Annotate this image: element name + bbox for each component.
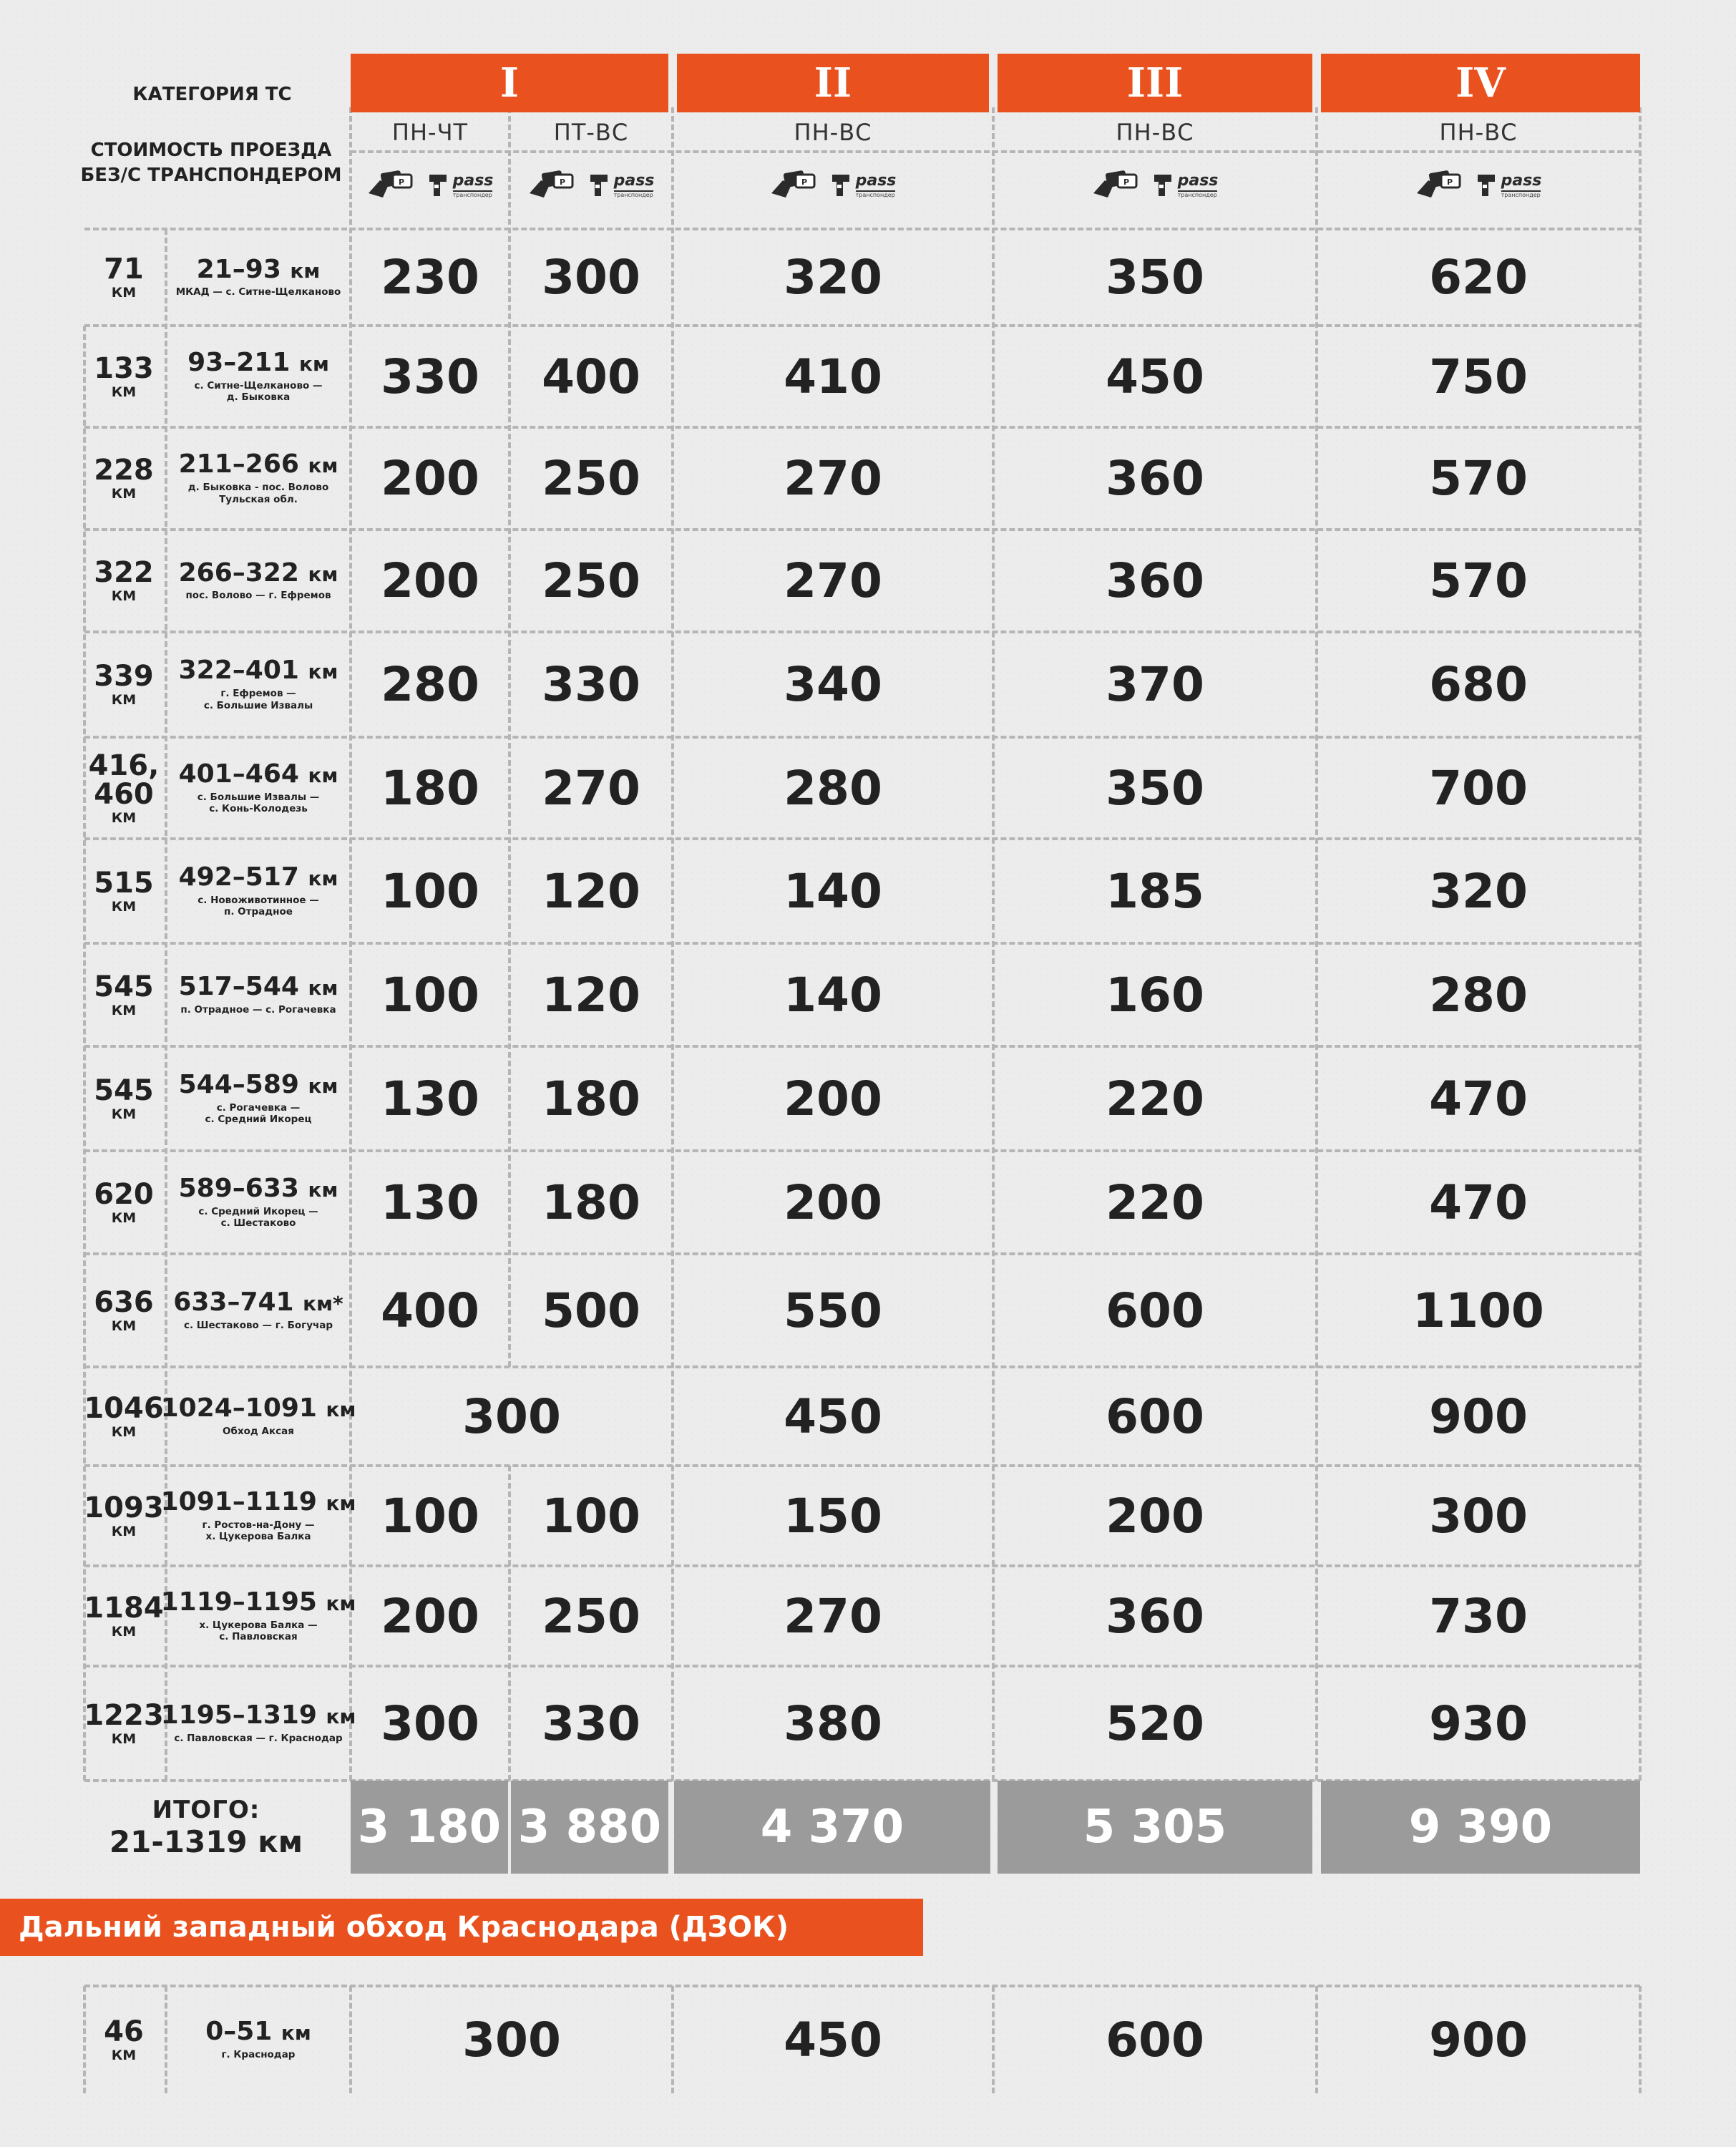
svg-text:P: P <box>398 177 404 187</box>
section-route <box>188 482 328 506</box>
pass-text: pass <box>452 171 494 190</box>
segment-length <box>79 737 169 839</box>
section-km-value: 492–517 <box>178 862 299 892</box>
section-km-range <box>160 1486 356 1516</box>
section-route <box>176 286 341 298</box>
price-cell: 370 <box>1106 657 1204 712</box>
price-cell: 130 <box>381 1071 479 1126</box>
day-range-label: ПН-ЧТ <box>391 119 469 146</box>
price-cell: 520 <box>1106 1695 1204 1751</box>
price-cell: 380 <box>784 1695 882 1751</box>
road-section <box>166 737 351 839</box>
section-km-value: 1091–1119 <box>160 1486 317 1516</box>
price-cell: 600 <box>1106 2012 1204 2068</box>
segment-length <box>79 1367 169 1466</box>
section-km-unit: км <box>290 258 321 283</box>
price-label-line2: БЕЗ/С ТРАНСПОНДЕРОМ <box>80 165 342 186</box>
segment-length-unit: КМ <box>111 285 137 301</box>
category-header-3: III <box>998 54 1312 112</box>
total-value: 9 390 <box>1321 1781 1640 1874</box>
route-line: Тульская обл. <box>219 493 298 505</box>
route-line: с. Шестаково <box>220 1217 296 1230</box>
segment-length-value-2: 460 <box>94 777 154 811</box>
road-section <box>166 326 351 427</box>
segment-length-unit: КМ <box>111 1002 137 1018</box>
total-value: 3 180 <box>351 1781 508 1874</box>
section-route <box>174 1733 342 1745</box>
section-km-unit: км <box>308 1074 338 1098</box>
segment-length <box>79 1466 169 1566</box>
price-cell: 470 <box>1429 1174 1528 1230</box>
pass-subtext: транспондер <box>452 191 492 198</box>
pass-subtext: транспондер <box>613 191 653 198</box>
section-km-unit: км <box>308 1177 338 1202</box>
road-section <box>160 1367 356 1466</box>
segment-length-unit: КМ <box>111 2047 137 2063</box>
route-line: с. Рогачевка — <box>216 1101 301 1114</box>
transponder-pass-icon <box>351 159 509 212</box>
price-cell: 330 <box>542 1695 640 1751</box>
total-value: 3 880 <box>511 1781 668 1874</box>
price-cell: 250 <box>542 553 640 608</box>
route-line: с. Павловская — г. Краснодар <box>174 1732 343 1744</box>
pass-text: pass <box>1177 171 1219 190</box>
day-range-label: ПН-ВС <box>1439 119 1518 146</box>
section-km-range <box>179 560 338 587</box>
segment-length <box>79 1151 169 1254</box>
segment-length-value: 228 <box>94 454 154 487</box>
price-cell: 400 <box>542 349 640 404</box>
route-line: п. Отрадное — с. Рогачевка <box>180 1003 336 1016</box>
section-km-value: 401–464 <box>178 759 299 789</box>
section-km-value: 1195–1319 <box>160 1700 317 1730</box>
pass-subtext: транспондер <box>1177 191 1217 198</box>
section-route <box>205 1102 312 1126</box>
segment-length-unit: КМ <box>111 1523 137 1539</box>
price-cell: 360 <box>1106 451 1204 506</box>
price-cell: 450 <box>1106 349 1204 404</box>
section-km-value: 633–741 <box>173 1287 294 1318</box>
road-section <box>166 1254 351 1367</box>
road-section <box>160 1466 356 1566</box>
svg-text:P: P <box>801 177 807 187</box>
segment-length <box>79 943 169 1046</box>
day-range-label: ПТ-ВС <box>553 119 629 146</box>
price-cell: 620 <box>1429 250 1528 305</box>
section-km-range <box>179 657 338 684</box>
price-cell: 280 <box>381 657 479 712</box>
price-cell: 220 <box>1106 1071 1204 1126</box>
price-cell: 600 <box>1106 1282 1204 1338</box>
section-km-unit: км <box>298 351 329 376</box>
segment-length-value: 545 <box>94 1074 154 1107</box>
category-header-2: II <box>677 54 989 112</box>
road-section <box>160 1666 356 1781</box>
segment-length-unit: КМ <box>111 588 137 604</box>
price-cell: 185 <box>1106 863 1204 919</box>
price-cell: 180 <box>381 760 479 816</box>
section-km-unit: км <box>326 1398 356 1422</box>
route-line: пос. Волово — г. Ефремов <box>185 590 331 602</box>
section-route <box>184 1320 333 1332</box>
price-cell: 360 <box>1106 1588 1204 1644</box>
segment-length <box>79 1986 169 2093</box>
section-km-unit: км <box>308 454 338 478</box>
transponder-pass-icon <box>993 159 1317 212</box>
road-section <box>160 1566 356 1666</box>
route-line: с. Новоживотинное — <box>198 894 319 906</box>
pass-wordmark <box>1178 173 1219 198</box>
segment-length-value: 339 <box>94 660 154 693</box>
price-cell: 360 <box>1106 553 1204 608</box>
road-section <box>166 839 351 943</box>
segment-length <box>79 229 169 326</box>
section-km-range <box>161 1395 356 1422</box>
transponder-pass-icon <box>1317 159 1640 212</box>
price-cell: 340 <box>784 657 882 712</box>
pass-subtext: транспондер <box>1501 191 1541 198</box>
route-line: п. Отрадное <box>224 906 293 918</box>
route-line: МКАД — с. Ситне-Щелканово <box>175 286 341 298</box>
price-cell: 900 <box>1429 2012 1528 2068</box>
route-line: Обход Аксая <box>223 1425 294 1437</box>
route-line: с. Шестаково — г. Богучар <box>183 1319 333 1331</box>
price-cell: 500 <box>542 1282 640 1338</box>
section-km-value: 589–633 <box>178 1173 299 1203</box>
section-km-value: 1024–1091 <box>160 1393 317 1423</box>
pass-wordmark <box>614 173 655 198</box>
segment-length-value: 46 <box>104 2015 144 2048</box>
segment-length-value: 545 <box>94 970 154 1003</box>
section-km-range <box>179 1175 338 1202</box>
section-km-range <box>173 1289 343 1316</box>
route-line: с. Средний Икорец <box>205 1114 312 1126</box>
section-route: г. Краснодар <box>221 2048 296 2060</box>
segment-length-unit: КМ <box>111 1106 137 1122</box>
price-cell: 120 <box>542 863 640 919</box>
total-value: 5 305 <box>998 1781 1312 1874</box>
section-route <box>185 590 331 602</box>
road-section <box>166 229 351 326</box>
segment-length <box>79 326 169 427</box>
section-km-range <box>179 451 338 478</box>
section-route <box>203 1519 315 1544</box>
pass-wordmark <box>856 173 897 198</box>
road-section <box>166 943 351 1046</box>
price-label <box>72 135 351 192</box>
price-cell: 180 <box>542 1071 640 1126</box>
total-label <box>84 1781 328 1874</box>
segment-length-value: 515 <box>94 866 154 900</box>
svg-text:P: P <box>1123 177 1129 187</box>
route-line: г. Ростов-на-Дону — <box>202 1519 315 1531</box>
segment-length-unit: КМ <box>111 384 137 400</box>
price-cell: 230 <box>381 250 479 305</box>
price-cell: 320 <box>1429 863 1528 919</box>
road-section <box>166 1046 351 1151</box>
price-cell: 120 <box>542 967 640 1023</box>
segment-length-value: 416, <box>88 749 160 782</box>
route-line: д. Быковка <box>226 391 291 404</box>
price-cell: 270 <box>542 760 640 816</box>
segment-length-unit: КМ <box>111 1623 137 1640</box>
section-km-range <box>179 761 338 788</box>
price-cell: 570 <box>1429 451 1528 506</box>
day-range-label: ПН-ВС <box>1116 119 1194 146</box>
price-cell: 250 <box>542 1588 640 1644</box>
price-cell: 270 <box>784 451 882 506</box>
section-route <box>180 1004 336 1016</box>
price-cell: 160 <box>1106 967 1204 1023</box>
pass-wordmark <box>453 173 494 198</box>
section-km-value: 21–93 <box>196 254 281 284</box>
road-section <box>166 530 351 632</box>
segment-length-value: 1093 <box>84 1491 164 1524</box>
segment-length-unit: КМ <box>111 486 137 502</box>
pass-subtext: транспондер <box>855 191 895 198</box>
section-km-unit: км <box>326 1705 356 1729</box>
section-km-value: 544–589 <box>178 1069 299 1099</box>
section-km-unit: км <box>308 763 338 787</box>
category-header-4: IV <box>1321 54 1640 112</box>
segment-length <box>79 839 169 943</box>
price-cell: 350 <box>1106 250 1204 305</box>
price-cell: 180 <box>542 1174 640 1230</box>
section-km-unit: км <box>308 866 338 890</box>
price-cell: 200 <box>784 1174 882 1230</box>
total-label-line2: 21-1319 км <box>109 1824 303 1859</box>
section-km-unit: км <box>308 660 338 684</box>
price-cell: 330 <box>542 657 640 712</box>
section-km-unit: км <box>308 976 338 1001</box>
price-cell: 930 <box>1429 1695 1528 1751</box>
price-cell: 730 <box>1429 1588 1528 1644</box>
segment-length-unit: КМ <box>111 809 137 826</box>
section-km-value: 1119–1195 <box>160 1587 317 1617</box>
road-section <box>166 1151 351 1254</box>
segment-length <box>79 530 169 632</box>
section-km-value: 266–322 <box>178 558 299 588</box>
pass-wordmark <box>1501 173 1542 198</box>
total-label-line1: ИТОГО: <box>152 1795 260 1824</box>
price-cell: 270 <box>784 553 882 608</box>
section-km-value: 93–211 <box>187 347 291 377</box>
price-cell: 140 <box>784 863 882 919</box>
transponder-pass-icon <box>673 159 993 212</box>
price-cell: 100 <box>542 1488 640 1544</box>
road-section <box>166 1986 351 2093</box>
section-route <box>198 792 320 816</box>
price-cell: 680 <box>1429 657 1528 712</box>
route-line: с. Павловская <box>219 1631 298 1643</box>
segment-length-unit: КМ <box>111 1423 137 1440</box>
segment-length-value: 133 <box>94 351 154 385</box>
section-route <box>223 1426 294 1438</box>
transponder-pass-icon <box>509 159 673 212</box>
dzok-title-banner: Дальний западный обход Краснодара (ДЗОК) <box>0 1899 923 1956</box>
price-cell: 300 <box>381 1695 479 1751</box>
svg-text:P: P <box>559 177 565 187</box>
price-cell: 1100 <box>1413 1282 1544 1338</box>
segment-length-value: 636 <box>94 1285 154 1319</box>
price-cell: 350 <box>1106 760 1204 816</box>
day-range-label: ПН-ВС <box>794 119 872 146</box>
pass-text: pass <box>855 171 897 190</box>
route-line: с. Большие Извалы — <box>197 791 320 803</box>
route-line: д. Быковка - пос. Волово <box>187 482 329 494</box>
segment-length <box>79 1566 169 1666</box>
price-cell: 130 <box>381 1174 479 1230</box>
segment-length-value: 71 <box>104 253 144 286</box>
price-label-line1: СТОИМОСТЬ ПРОЕЗДА <box>90 139 332 161</box>
section-km-range <box>205 2018 311 2045</box>
segment-length-value: 322 <box>94 556 154 589</box>
price-cell: 410 <box>784 349 882 404</box>
total-value: 4 370 <box>674 1781 990 1874</box>
section-route <box>198 1206 318 1230</box>
segment-length-unit: КМ <box>111 692 137 708</box>
section-km-unit: км <box>326 1491 356 1515</box>
section-km-value: 0–51 <box>205 2017 273 2047</box>
segment-length <box>79 1254 169 1367</box>
price-cell: 900 <box>1429 1388 1528 1444</box>
section-km-value: 211–266 <box>178 449 299 479</box>
section-route <box>198 895 319 919</box>
price-cell: 200 <box>381 451 479 506</box>
route-line: х. Цукерова Балка <box>205 1531 311 1543</box>
price-cell: 200 <box>381 553 479 608</box>
segment-length-value: 1223 <box>84 1698 164 1732</box>
price-cell: 280 <box>784 760 882 816</box>
price-cell: 100 <box>381 863 479 919</box>
price-cell: 300 <box>1429 1488 1528 1544</box>
pass-text: pass <box>613 171 655 190</box>
segment-length-value: 620 <box>94 1177 154 1211</box>
segment-length-unit: КМ <box>111 1730 137 1747</box>
section-km-range <box>197 256 321 283</box>
section-km-range <box>161 1589 356 1616</box>
section-km-range <box>179 973 338 1001</box>
price-cell: 700 <box>1429 760 1528 816</box>
road-section <box>166 632 351 737</box>
section-km-range <box>179 864 338 891</box>
price-cell-merged: 300 <box>462 1388 561 1444</box>
category-header-1: I <box>351 54 668 112</box>
section-km-unit: км <box>281 2021 311 2045</box>
route-line: г. Ефремов — <box>220 688 296 700</box>
category-label: КАТЕГОРИЯ ТС <box>132 84 292 106</box>
section-route <box>204 688 313 712</box>
road-section <box>166 427 351 530</box>
price-cell: 200 <box>784 1071 882 1126</box>
svg-text:P: P <box>1446 177 1453 187</box>
price-cell: 200 <box>1106 1488 1204 1544</box>
route-line: с. Средний Икорец — <box>198 1205 318 1217</box>
segment-length-value: 1046 <box>84 1391 164 1425</box>
price-cell: 320 <box>784 250 882 305</box>
route-line: с. Конь-Колодезь <box>209 803 308 815</box>
section-km-range <box>179 1071 338 1099</box>
section-route <box>199 1620 317 1644</box>
price-cell: 150 <box>784 1488 882 1544</box>
segment-length <box>79 427 169 530</box>
price-cell: 550 <box>784 1282 882 1338</box>
segment-length <box>79 1046 169 1151</box>
route-line: с. Большие Извалы <box>203 699 313 711</box>
price-cell: 470 <box>1429 1071 1528 1126</box>
price-cell: 450 <box>784 2012 882 2068</box>
price-cell: 400 <box>381 1282 479 1338</box>
section-km-value: 322–401 <box>178 656 299 686</box>
pass-text: pass <box>1501 171 1542 190</box>
segment-length-unit: КМ <box>111 898 137 915</box>
section-km-range <box>187 349 329 376</box>
segment-length-unit: КМ <box>111 1318 137 1334</box>
price-cell: 280 <box>1429 967 1528 1023</box>
price-cell: 570 <box>1429 553 1528 608</box>
price-cell: 270 <box>784 1588 882 1644</box>
section-route <box>195 380 323 404</box>
price-cell: 450 <box>784 1388 882 1444</box>
segment-length <box>79 632 169 737</box>
price-cell-merged: 300 <box>462 2012 561 2068</box>
route-line: с. Ситне-Щелканово — <box>194 379 323 391</box>
price-cell: 250 <box>542 451 640 506</box>
price-cell: 750 <box>1429 349 1528 404</box>
price-cell: 200 <box>381 1588 479 1644</box>
price-cell: 100 <box>381 1488 479 1544</box>
route-line: х. Цукерова Балка — <box>199 1619 318 1631</box>
price-cell: 330 <box>381 349 479 404</box>
price-cell: 600 <box>1106 1388 1204 1444</box>
price-cell: 140 <box>784 967 882 1023</box>
section-km-unit: км* <box>303 1292 343 1316</box>
segment-length-value: 1184 <box>84 1591 164 1625</box>
price-cell: 100 <box>381 967 479 1023</box>
section-km-unit: км <box>326 1591 356 1615</box>
price-cell: 300 <box>542 250 640 305</box>
segment-length <box>79 1666 169 1781</box>
section-km-range <box>161 1702 356 1729</box>
section-km-unit: км <box>308 562 338 586</box>
segment-length-unit: КМ <box>111 1209 137 1226</box>
section-km-value: 517–544 <box>178 972 299 1002</box>
price-cell: 220 <box>1106 1174 1204 1230</box>
